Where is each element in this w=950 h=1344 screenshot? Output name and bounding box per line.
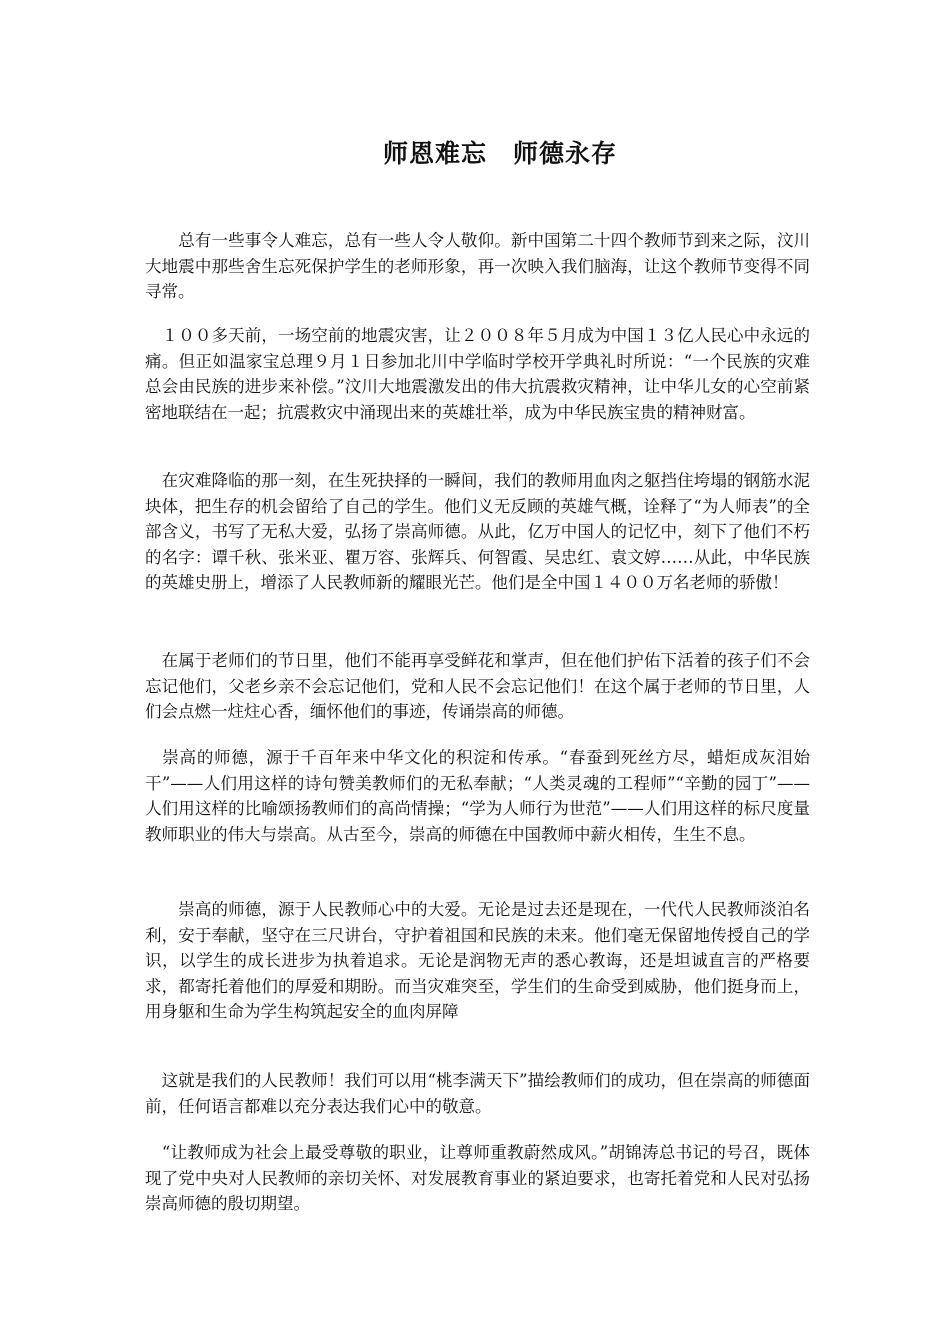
paragraph-2: １００多天前，一场空前的地震灾害，让２００８年５月成为中国１３亿人民心中永远的痛。但正如温家宝总理９月１日参加北川中学临时学校开学典礼时所说：“一个民族的灾难总会由民族的进步来补偿。”汶川大地震激发出的伟大抗震救灾精神，让中华儿女的心空前紧密地联结在一起；抗震救灾中涌现出来的英雄壮举，成为中华民族宝贵的精神财富。: [145, 326, 810, 422]
paragraph-7: 这就是我们的人民教师！我们可以用“桃李满天下”描绘教师们的成功，但在崇高的师德面前，任何语言都难以充分表达我们心中的敬意。: [145, 1071, 810, 1116]
paragraph-6: 崇高的师德，源于人民教师心中的大爱。无论是过去还是现在，一代代人民教师淡泊名利，安于奉献，坚守在三尺讲台，守护着祖国和民族的未来。他们毫无保留地传授自己的学识，以学生的成长进步为执着追求。无论是润物无声的悉心教诲，还是坦诚直言的严格要求，都寄托着他们的厚爱和期盼。而当灾难突至，学生们的生命受到威胁，他们挺身而上，用身躯和生命为学生构筑起安全的血肉屏障: [145, 900, 810, 1021]
paragraph-4: 在属于老师们的节日里，他们不能再享受鲜花和掌声，但在他们护佑下活着的孩子们不会忘记他们，父老乡亲不会忘记他们，党和人民不会忘记他们！在这个属于老师的节日里，人们会点燃一炷炷心香，缅怀他们的事迹，传诵崇高的师德。: [145, 651, 810, 721]
paragraph-5: 崇高的师德，源于千百年来中华文化的积淀和传承。“春蚕到死丝方尽，蜡炬成灰泪始干”——人们用这样的诗句赞美教师们的无私奉献；“人类灵魂的工程师”“辛勤的园丁”——人们用这样的比喻颂扬教师们的高尚情操；“学为人师行为世范”——人们用这样的标尺度量教师职业的伟大与崇高。从古至今，崇高的师德在中国教师中薪火相传，生生不息。: [145, 748, 810, 844]
paragraph-8: “让教师成为社会上最受尊敬的职业，让尊师重教蔚然成风。”胡锦涛总书记的号召，既体现了党中央对人民教师的亲切关怀、对发展教育事业的紧迫要求，也寄托着党和人民对弘扬崇高师德的殷切期望。: [145, 1143, 810, 1213]
document-title: 师恩难忘 师德永存: [382, 139, 617, 168]
paragraph-3: 在灾难降临的那一刻，在生死抉择的一瞬间，我们的教师用血肉之躯挡住垮塌的钢筋水泥块体，把生存的机会留给了自己的学生。他们义无反顾的英雄气概，诠释了“为人师表”的全部含义，书写了无私大爱，弘扬了崇高师德。从此，亿万中国人的记忆中，刻下了他们不朽的名字：谭千秋、张米亚、瞿万容、张辉兵、何智霞、吴忠红、袁文婷……从此，中华民族的英雄史册上，增添了人民教师新的耀眼光芒。他们是全中国１４００万名老师的骄傲！: [145, 471, 810, 592]
paragraph-1: 总有一些事令人难忘，总有一些人令人敬仰。新中国第二十四个教师节到来之际，汶川大地震中那些舍生忘死保护学生的老师形象，再一次映入我们脑海，让这个教师节变得不同寻常。: [145, 231, 810, 301]
